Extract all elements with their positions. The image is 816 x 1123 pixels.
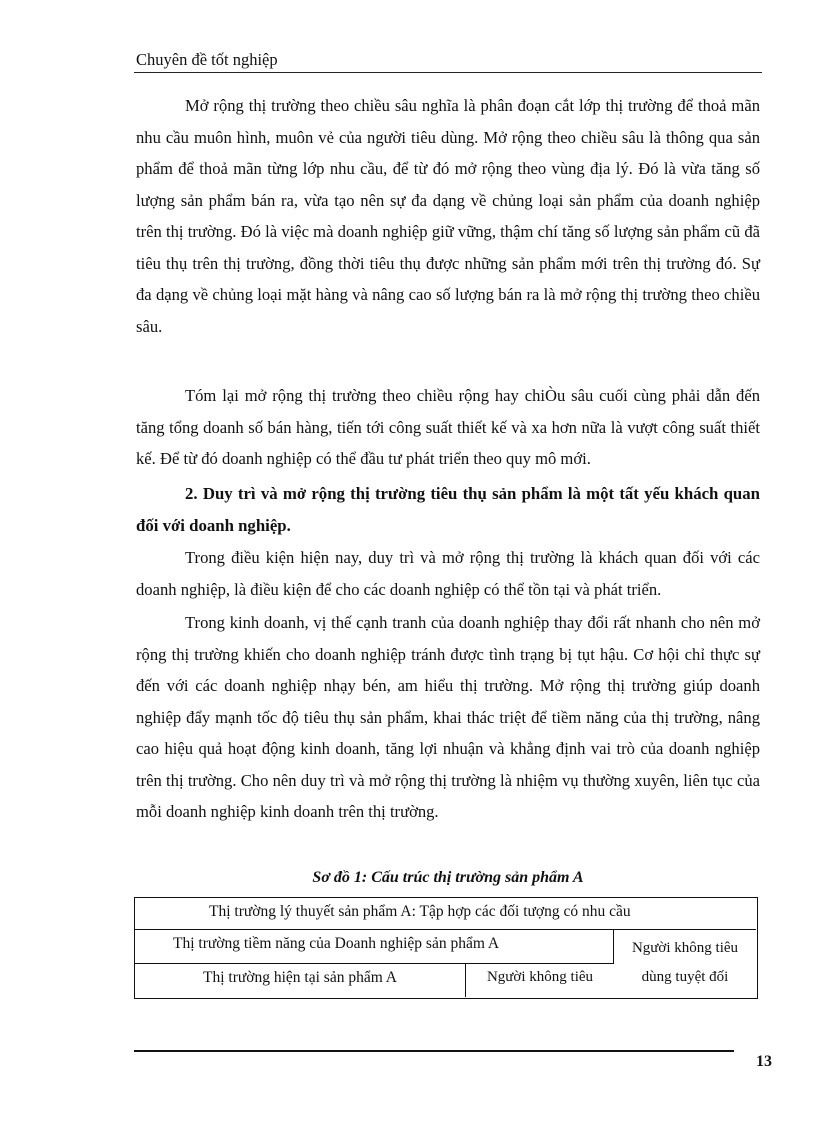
relative-non-consumers-label: Người không tiêu xyxy=(486,969,594,985)
page-number: 13 xyxy=(756,1053,772,1070)
theoretical-market-label: Thị trường lý thuyết sản phẩm A: Tập hợp các đối tượng có nhu cầu xyxy=(209,903,631,920)
paragraph-summary: Tóm lại mở rộng thị trường theo chiều rộng hay chiÒu sâu cuối cùng phải dẫn đến tăng tổng doanh số bán hàng, tiến tới công suất thiết kế và xa hơn nữa là vượt công suất thiết kế. Để từ đó doanh nghiệp có thể đầu tư phát triển theo quy mô mới. xyxy=(136,386,760,468)
header-divider xyxy=(134,72,762,73)
relative-non-consumers-cell xyxy=(466,964,614,997)
section-heading: 2. Duy trì và mở rộng thị trường tiêu thụ sản phẩm là một tất yếu khách quan đối với doanh nghiệp. xyxy=(136,484,760,535)
absolute-non-consumers-cell xyxy=(614,930,756,997)
current-market-label: Thị trường hiện tại sản phẩm A xyxy=(203,969,397,986)
diagram-caption: Sơ đồ 1: Cấu trúc thị trường sản phẩm A xyxy=(312,869,584,886)
absolute-non-consumers-line-2: dùng tuyệt đối xyxy=(641,969,729,985)
potential-market-cell xyxy=(135,930,614,964)
theoretical-market-cell xyxy=(135,898,756,930)
header-title: Chuyên đề tốt nghiệp xyxy=(136,50,278,69)
footer-divider xyxy=(134,1050,734,1052)
absolute-non-consumers-line-1: Người không tiêu xyxy=(631,940,739,956)
paragraph-competition: Trong kinh doanh, vị thế cạnh tranh của doanh nghiệp thay đổi rất nhanh cho nên mở rộng thị trường khiến cho doanh nghiệp tránh được tình trạng bị tụt hậu. Cơ hội chỉ thực sự đến với các doanh nghiệp nhạy bén, am hiểu thị trường. Mở rộng thị trường giúp doanh nghiệp đẩy mạnh tốc độ tiêu thụ sản phẩm, khai thác triệt để tiềm năng của thị trường, nâng cao hiệu quả hoạt động kinh doanh, tăng lợi nhuận và khẳng định vai trò của doanh nghiệp trên thị trường. Cho nên duy trì và mở rộng thị trường là nhiệm vụ thường xuyên, liên tục của mỗi doanh nghiệp kinh doanh trên thị trường. xyxy=(136,613,760,821)
paragraph-depth-expansion: Mở rộng thị trường theo chiều sâu nghĩa là phân đoạn cắt lớp thị trường để thoả mãn nhu cầu muôn hình, muôn vẻ của người tiêu dùng. Mở rộng theo chiều sâu là thông qua sản phẩm để thoả mãn từng lớp nhu cầu, để từ đó mở rộng theo vùng địa lý. Đó là vừa tăng số lượng sản phẩm bán ra, vừa tạo nên sự đa dạng về chủng loại sản phẩm của doanh nghiệp trên thị trường. Đó là việc mà doanh nghiệp giữ vững, thậm chí tăng số lượng sản phẩm cũ đã tiêu thụ trên thị trường, đồng thời tiêu thụ được những sản phẩm mới trên thị trường đó. Sự đa dạng về chủng loại mặt hàng và nâng cao số lượng bán ra là mở rộng thị trường theo chiều sâu. xyxy=(136,96,760,336)
potential-market-label: Thị trường tiềm năng của Doanh nghiệp sản phẩm A xyxy=(173,935,500,952)
paragraph-conditions: Trong điều kiện hiện nay, duy trì và mở rộng thị trường là khách quan đối với các doanh nghiệp, là điều kiện để cho các doanh nghiệp có thể tồn tại và phát triển. xyxy=(136,548,760,599)
current-market-cell xyxy=(135,964,466,997)
market-structure-diagram xyxy=(134,897,758,999)
